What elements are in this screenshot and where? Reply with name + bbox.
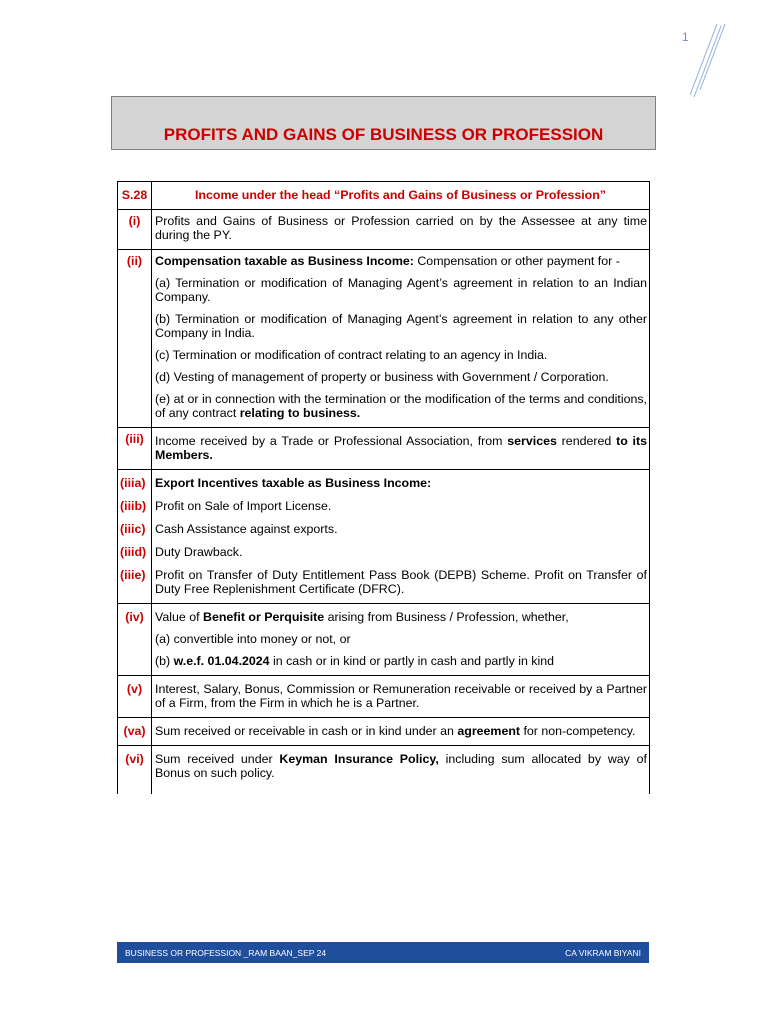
table-row (118, 676, 650, 718)
intro-text: Compensation or other payment for - (413, 254, 620, 268)
bold-text: Export Incentives taxable as Business Income: (155, 476, 432, 490)
section-number: S.28 (118, 182, 152, 210)
sub-item: Profit on Transfer of Duty Entitlement Pass Book (DEPB) Scheme. Profit on Transfer of Duty Free Replenishment Certificate (DFRC). (155, 568, 647, 596)
row-text: Interest, Salary, Bonus, Commission or Remuneration receivable or received by a Partner of a Firm, from the Firm in which he is a Partner. (152, 676, 650, 718)
page-number: 1 (682, 30, 689, 44)
text-part: rendered (556, 434, 617, 448)
sub-item (155, 392, 647, 420)
row-text: Profits and Gains of Business or Profession carried on by the Assessee at any time during the PY. (152, 210, 650, 250)
bold-text: services (507, 434, 557, 448)
bold-text: to its Members. (155, 434, 647, 462)
row-label: (iiid) (120, 545, 147, 559)
row-label: (v) (118, 676, 152, 718)
sub-item: (a) convertible into money or not, or (155, 632, 351, 646)
sub-item: (a) Termination or modification of Managing Agent’s agreement in relation to an Indian Company. (155, 276, 647, 304)
row-intro (155, 254, 647, 268)
sub-item (155, 654, 647, 668)
table-row (118, 718, 650, 746)
row-content (152, 604, 650, 676)
sub-item: Cash Assistance against exports. (155, 522, 338, 536)
row-label: (i) (118, 210, 152, 250)
text-part: Value of (155, 610, 203, 624)
row-content (152, 250, 650, 428)
row-content (152, 428, 650, 470)
footer-left-text: BUSINESS OR PROFESSION _RAM BAAN_SEP 24 (125, 947, 327, 958)
text-part: arising from Business / Profession, whether, (324, 610, 569, 624)
row-label: (iiib) (120, 499, 147, 513)
page-footer (117, 942, 649, 963)
row-intro (155, 610, 647, 624)
row-label: (iiia) (120, 476, 146, 490)
row-label: (iiie) (120, 568, 146, 582)
row-label: (vi) (118, 746, 152, 795)
table-row (118, 470, 650, 604)
table-row (118, 428, 650, 470)
text-part: Sum received or receivable in cash or in kind under an (155, 724, 458, 738)
row-label: (ii) (118, 250, 152, 428)
sub-heading (155, 476, 647, 490)
text-part: Sum received under (155, 752, 280, 766)
row-content (152, 746, 650, 795)
sub-item: Duty Drawback. (155, 545, 243, 559)
row-labels (118, 470, 152, 604)
bold-text: Compensation taxable as Business Income: (155, 254, 414, 268)
bold-text: Benefit or Perquisite (203, 610, 325, 624)
title-banner (111, 96, 656, 150)
bold-text: w.e.f. 01.04.2024 (173, 654, 270, 668)
table-header-row (118, 182, 650, 210)
sub-item: (d) Vesting of management of property or business with Government / Corporation. (155, 370, 609, 384)
bold-text: agreement (457, 724, 521, 738)
row-label: (iv) (118, 604, 152, 676)
text-part: including sum allocated by way of Bonus on such policy. (155, 752, 647, 780)
bold-text: relating to business. (239, 406, 361, 420)
text-part: in cash or in kind or partly in cash and partly in kind (269, 654, 555, 668)
text-part: Income received by a Trade or Professional Association, from (155, 434, 508, 448)
sub-item-text: (e) at or in connection with the termination or the modification of the terms and conditions, of any contract (155, 392, 647, 420)
sub-item: Profit on Sale of Import License. (155, 499, 332, 513)
table-row (118, 746, 650, 795)
sub-item: (b) Termination or modification of Managing Agent’s agreement in relation to any other Company in India. (155, 312, 647, 340)
table-row (118, 604, 650, 676)
table-heading: Income under the head “Profits and Gains of Business or Profession” (152, 182, 650, 210)
row-label: (iiic) (120, 522, 146, 536)
corner-decoration (690, 22, 730, 98)
footer-right-text: CA VIKRAM BIYANI (565, 947, 641, 958)
row-content (152, 470, 650, 604)
row-content (152, 718, 650, 746)
page-title: PROFITS AND GAINS OF BUSINESS OR PROFESSION (163, 125, 604, 144)
row-label: (iii) (118, 428, 152, 470)
text-part: (b) (155, 654, 174, 668)
table-row (118, 250, 650, 428)
bold-text: Keyman Insurance Policy, (279, 752, 439, 766)
row-label: (va) (118, 718, 152, 746)
table-row (118, 210, 650, 250)
sub-item: (c) Termination or modification of contract relating to an agency in India. (155, 348, 548, 362)
text-part: for non-competency. (520, 724, 636, 738)
section-table (117, 181, 650, 794)
